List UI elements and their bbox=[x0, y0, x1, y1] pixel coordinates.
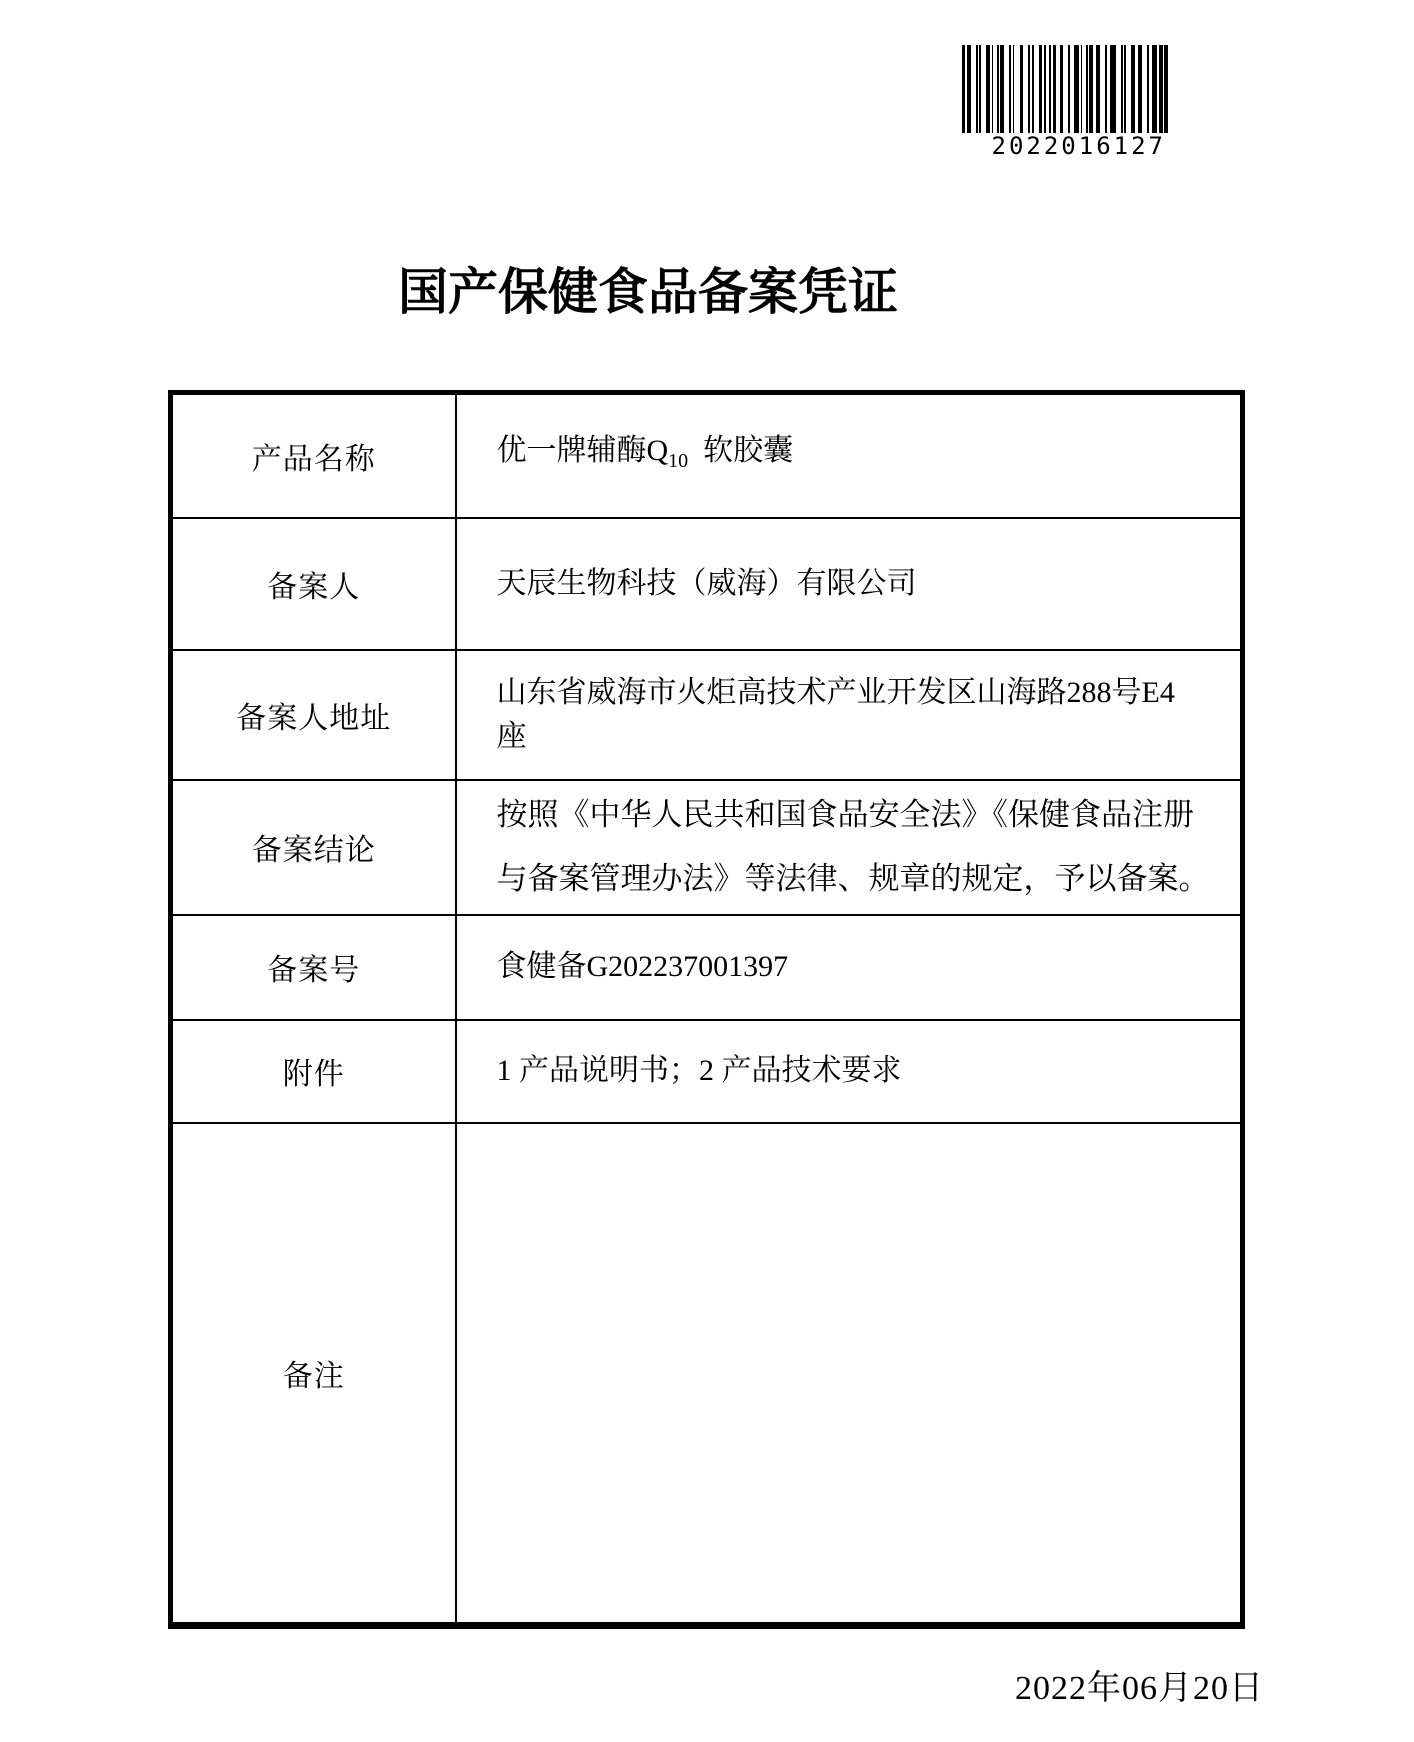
table-row bbox=[171, 915, 1243, 1020]
row-label: 备案结论 bbox=[171, 780, 456, 915]
barcode bbox=[962, 45, 1168, 159]
row-value bbox=[456, 650, 1243, 780]
row-label: 产品名称 bbox=[171, 393, 456, 518]
certificate-table bbox=[168, 390, 1245, 1629]
page-title: 国产保健食品备案凭证 bbox=[398, 264, 898, 320]
row-value: 天辰生物科技（威海）有限公司 bbox=[456, 518, 1243, 650]
row-label: 附件 bbox=[171, 1020, 456, 1123]
product-name-pre: 优一牌辅酶Q bbox=[496, 433, 669, 467]
table-row bbox=[171, 393, 1243, 518]
row-value bbox=[456, 393, 1243, 518]
table-row bbox=[171, 1123, 1243, 1626]
conclusion-line-1: 按照《中华人民共和国食品安全法》《保健食品注册 bbox=[496, 797, 1194, 832]
product-name-subscript: 10 bbox=[668, 449, 689, 472]
row-value: 1 产品说明书；2 产品技术要求 bbox=[456, 1020, 1243, 1123]
table-row bbox=[171, 518, 1243, 650]
row-label: 备案人地址 bbox=[171, 650, 456, 780]
row-label: 备案号 bbox=[171, 915, 456, 1020]
address-line-1: 山东省威海市火炬高技术产业开发区山海路288号E4 bbox=[496, 675, 1175, 709]
barcode-value: 2022016127 bbox=[962, 133, 1168, 159]
row-label: 备注 bbox=[171, 1123, 456, 1626]
table-row bbox=[171, 780, 1243, 915]
issue-date: 2022年06月20日 bbox=[1015, 1670, 1264, 1707]
conclusion-line-2: 与备案管理办法》等法律、规章的规定，予以备案。 bbox=[496, 861, 1210, 896]
table-row bbox=[171, 650, 1243, 780]
product-name-post: 软胶囊 bbox=[703, 433, 794, 467]
row-value bbox=[456, 1123, 1243, 1626]
row-label: 备案人 bbox=[171, 518, 456, 650]
row-value: 食健备G202237001397 bbox=[456, 915, 1243, 1020]
row-value bbox=[456, 780, 1243, 915]
table-row bbox=[171, 1020, 1243, 1123]
address-line-2: 座 bbox=[496, 719, 527, 753]
barcode-bars-icon bbox=[962, 45, 1168, 137]
